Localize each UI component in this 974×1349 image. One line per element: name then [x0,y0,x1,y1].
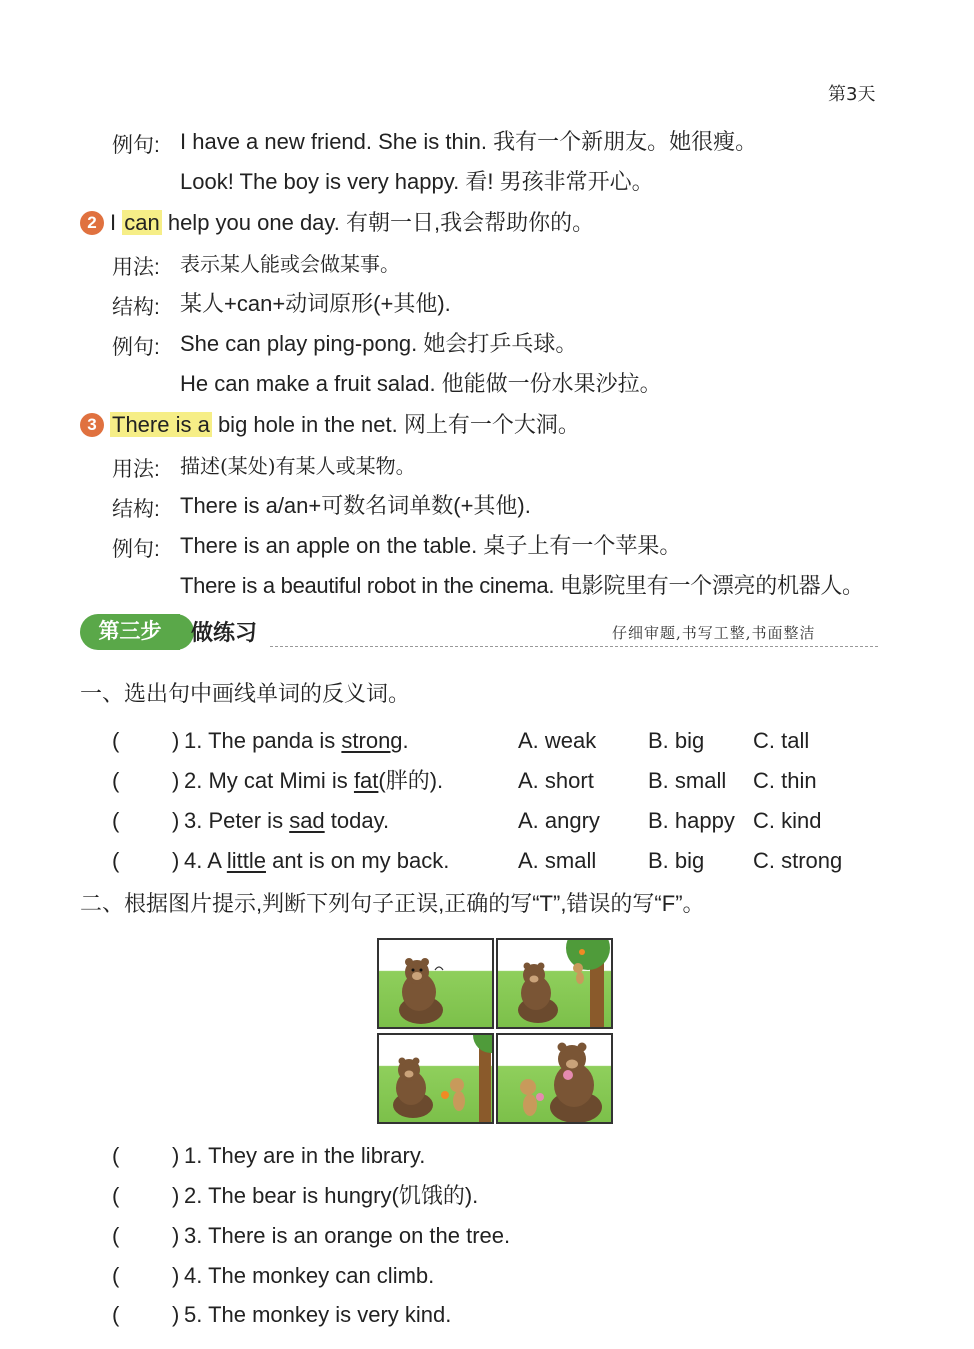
option-a: A. weak [518,728,597,753]
option-b: B. big [648,848,705,873]
option-b: B. happy [648,808,735,833]
option-b: B. small [648,768,727,793]
structure-label: 结构: [112,296,160,319]
picture-panel-3 [377,1033,494,1124]
usage-label: 用法: [112,458,160,481]
statement-text: 4. The monkey can climb. [184,1263,435,1288]
exercise-2-title: 二、根据图片提示,判断下列句子正误,正确的写“T”,错误的写“F”。 [80,891,705,916]
answer-paren-close: ) [172,1143,180,1168]
answer-paren-open[interactable]: ( [112,808,120,833]
question-text: 2. My cat Mimi is fat(胖的). [184,768,444,793]
answer-paren-open[interactable]: ( [112,1223,120,1248]
option-b: B. big [648,728,705,753]
usage-text: 表示某人能或会做某事。 [180,252,400,276]
step-note: 仔细审题,书写工整,书面整洁 [612,624,816,642]
example-label: 例句: [112,134,160,157]
option-c: C. strong [753,848,843,873]
answer-paren-close: ) [172,728,180,753]
point-number-badge: 2 [80,211,104,235]
answer-paren-close: ) [172,1263,180,1288]
underlined-word: strong [341,728,403,753]
option-a: A. small [518,848,597,873]
usage-label: 用法: [112,256,160,279]
answer-paren-close: ) [172,1223,180,1248]
sentence-post: help you one day. 有朝一日,我会帮助你的。 [161,210,595,235]
sentence-pre: I [110,210,123,235]
option-a: A. angry [518,808,600,833]
answer-paren-open[interactable]: ( [112,768,120,793]
step-divider [270,646,878,647]
answer-paren-open[interactable]: ( [112,1302,120,1327]
underlined-word: little [226,848,266,873]
statement-text: 5. The monkey is very kind. [184,1302,452,1327]
structure-text: There is a/an+可数名词单数(+其他). [180,493,531,518]
step-title: 做练习 [191,620,258,645]
underlined-word: fat [353,768,379,793]
answer-paren-close: ) [172,808,180,833]
structure-text: 某人+can+动词原形(+其他). [180,291,451,316]
picture-panel-1 [377,938,494,1029]
answer-paren-open[interactable]: ( [112,848,120,873]
example-line: Look! The boy is very happy. 看! 男孩非常开心。 [180,169,654,194]
option-a: A. short [518,768,594,793]
question-text: 4. A little ant is on my back. [184,848,450,873]
example-label: 例句: [112,538,160,561]
bear-sitting-illustration [379,940,494,1029]
example-line: He can make a fruit salad. 他能做一份水果沙拉。 [180,371,662,396]
example-line: There is an apple on the table. 桌子上有一个苹果。 [180,533,682,558]
picture-panel-2 [496,938,613,1029]
example-label: 例句: [112,336,160,359]
day-label: 第3天 [828,84,876,105]
answer-paren-open[interactable]: ( [112,1263,120,1288]
option-c: C. tall [753,728,810,753]
answer-paren-close: ) [172,1302,180,1327]
example-line: She can play ping-pong. 她会打乒乓球。 [180,331,578,356]
grammar-point-3 [80,411,580,439]
answer-paren-open[interactable]: ( [112,1143,120,1168]
answer-paren-close: ) [172,1183,180,1208]
step-badge: 第三步 [80,614,180,650]
example-line: There is a beautiful robot in the cinema. 电影院里有一个漂亮的机器人。 [180,573,864,598]
statement-text: 3. There is an orange on the tree. [184,1223,511,1248]
usage-text: 描述(某处)有某人或某物。 [180,454,416,478]
answer-paren-open[interactable]: ( [112,1183,120,1208]
statement-text: 2. The bear is hungry(饥饿的). [184,1183,479,1208]
highlight-there-is-a: There is a [112,412,210,437]
bear-tree-monkey-illustration [498,940,613,1029]
statement-text: 1. They are in the library. [184,1143,426,1168]
answer-paren-close: ) [172,768,180,793]
underlined-word: sad [289,808,325,833]
sentence-post: big hole in the net. 网上有一个大洞。 [211,412,580,437]
question-text: 1. The panda is strong. [184,728,409,753]
structure-label: 结构: [112,498,160,521]
bear-monkey-eating-illustration [498,1035,613,1124]
highlight-can: can [124,210,160,235]
exercise-1-title: 一、选出句中画线单词的反义词。 [80,681,411,706]
bear-monkey-tree-illustration [379,1035,494,1124]
question-text: 3. Peter is sad today. [184,808,390,833]
answer-paren-open[interactable]: ( [112,728,120,753]
grammar-point-2 [80,209,594,237]
option-c: C. thin [753,768,817,793]
picture-panel-4 [496,1033,613,1124]
example-line: I have a new friend. She is thin. 我有一个新朋友。她很瘦。 [180,129,758,154]
picture-grid [377,938,615,1124]
option-c: C. kind [753,808,822,833]
point-number-badge: 3 [80,413,104,437]
answer-paren-close: ) [172,848,180,873]
